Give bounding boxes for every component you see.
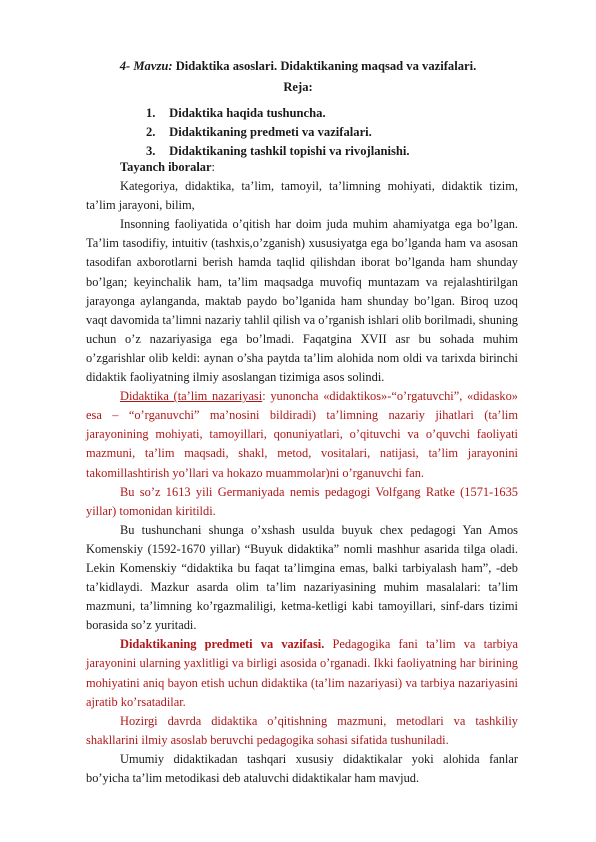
plan-item-text: Didaktikaning predmeti va vazifalari. xyxy=(169,125,372,139)
subject-heading: Didaktikaning predmeti va vazifasi. xyxy=(120,637,325,652)
paragraph-origin: Bu so’z 1613 yili Germaniyada nemis pedagogi Volfgang Ratke (1571-1635 yillar) tomonidan kiritildi. xyxy=(86,484,518,518)
keywords-colon: : xyxy=(211,160,215,174)
paragraph-private-didactics: Umumiy didaktikadan tashqari xususiy didaktikalar yoki alohida fanlar bo’yicha ta’lim metodikasi deb ataluvchi didaktikalar ham mavjud. xyxy=(86,751,518,785)
keywords-label: Tayanch iboralar xyxy=(120,160,212,174)
paragraph-definition xyxy=(86,387,518,482)
plan-item-number: 2. xyxy=(146,125,156,139)
keywords-list: Kategoriya, didaktika, ta’lim, tamoyil, ta’limning mohiyati, didaktik tizim, ta’lim jarayoni, bilim, xyxy=(86,179,518,213)
plan-item-text: Didaktika haqida tushuncha. xyxy=(169,106,326,120)
plan-item-number: 1. xyxy=(146,106,156,120)
body-text xyxy=(86,158,518,788)
plan-item-text: Didaktikaning tashkil topishi va rivojlanishi. xyxy=(169,144,410,158)
plan-heading: Reja: xyxy=(283,80,313,94)
paragraph-komenskiy: Bu tushunchani shunga o’xshash usulda buyuk chex pedagogi Yan Amos Komenskiy (1592-1670 yillar) “Buyuk didaktika” nomli mashhur asarida tilga oladi. Lekin Komenskiy “didaktika bu faqat ta’limgina emas, balki tarbiyalash ham”, -deb ta’kidlaydi. Mazkur asarda olim ta’lim nazariyasining muhim masalalari: ta’lim mazmuni, ta’limning ko’rgazmaliligi, ketma-ketligi kabi tamoyillari, sinf-dars tizimi borasida so’z yuritadi. xyxy=(86,522,518,633)
definition-text: : yunoncha «didaktikos»-“o’rgatuvchi”, «didasko» esa – “o’rganuvchi” ma’nosini bildiradi) ta’limning nazariy jihatlari (ta’lim jarayonining mohiyati, tamoyillari, qonuniyatlari, o’qituvchi va o’quvchi faoliyati mazmuni, ta’lim maqsadi, shakl, metod, vositalari, natijasi, ta’lim jarayonini takomillashtirish yo’llari va hokazo muammolar)ni o’rganuvchi fan. xyxy=(86,389,518,480)
keywords-heading xyxy=(86,158,518,177)
plan-item-number: 3. xyxy=(146,144,156,158)
paragraph-subject xyxy=(86,635,518,711)
plan-item xyxy=(146,104,410,123)
definition-term: Didaktika (ta’lim nazariyasi xyxy=(120,389,263,404)
lecture-title xyxy=(0,59,596,74)
paragraph-modern: Hozirgi davrda didaktika o’qitishning mazmuni, metodlari va tashkiliy shakllarini ilmiy asoslab beruvchi pedagogika sohasi sifatida tushuniladi. xyxy=(86,713,518,747)
topic-label: 4- Mavzu: xyxy=(119,59,173,73)
subject-text: Pedagogika fani ta’lim va tarbiya jarayonini ularning yaxlitligi va birligi asosida o’rganadi. Ikki faoliyatning har birining mohiyatini aniq bayon etish uchun didaktika (ta’lim nazariyasi) va tarbiya nazariyasini ajratib ko’rsatadilar. xyxy=(86,637,519,709)
topic-title: Didaktika asoslari. Didaktikaning maqsad va vazifalari. xyxy=(175,59,477,73)
plan-list xyxy=(146,104,410,161)
plan-item xyxy=(146,123,410,142)
paragraph-intro: Insonning faoliyatida o’qitish har doim juda muhim ahamiyatga ega bo’lgan. Ta’lim tasodifiy, intuitiv (tashxis,o’zganish) xususiyatga ega bo’lganda ham va asosan tasodifan axborotlarni berish hamda taqlid qilishdan iborat bo’lganda ham shunday bo’lgan; keyinchalik ham, ta’lim maqsadga muvofiq muntazam va rejalashtirilgan jarayonga aylanganda, maktab paydo bo’lganida ham shunday bo’lgan. Biroq uzoq vaqt davomida ta’limni nazariy tahlil qilish va o’rganish ishlari olib borilmadi, shuning uchun o’z nazariyasiga ega bo’lmadi. Faqatgina XVII asr bu sohada muhim o’zgarishlar olib keldi: aynan o’sha paytda ta’lim alohida nom oldi va tarixda birinchi didaktik faoliyatning ilmiy asoslangan tizimiga asos solindi. xyxy=(86,217,518,385)
